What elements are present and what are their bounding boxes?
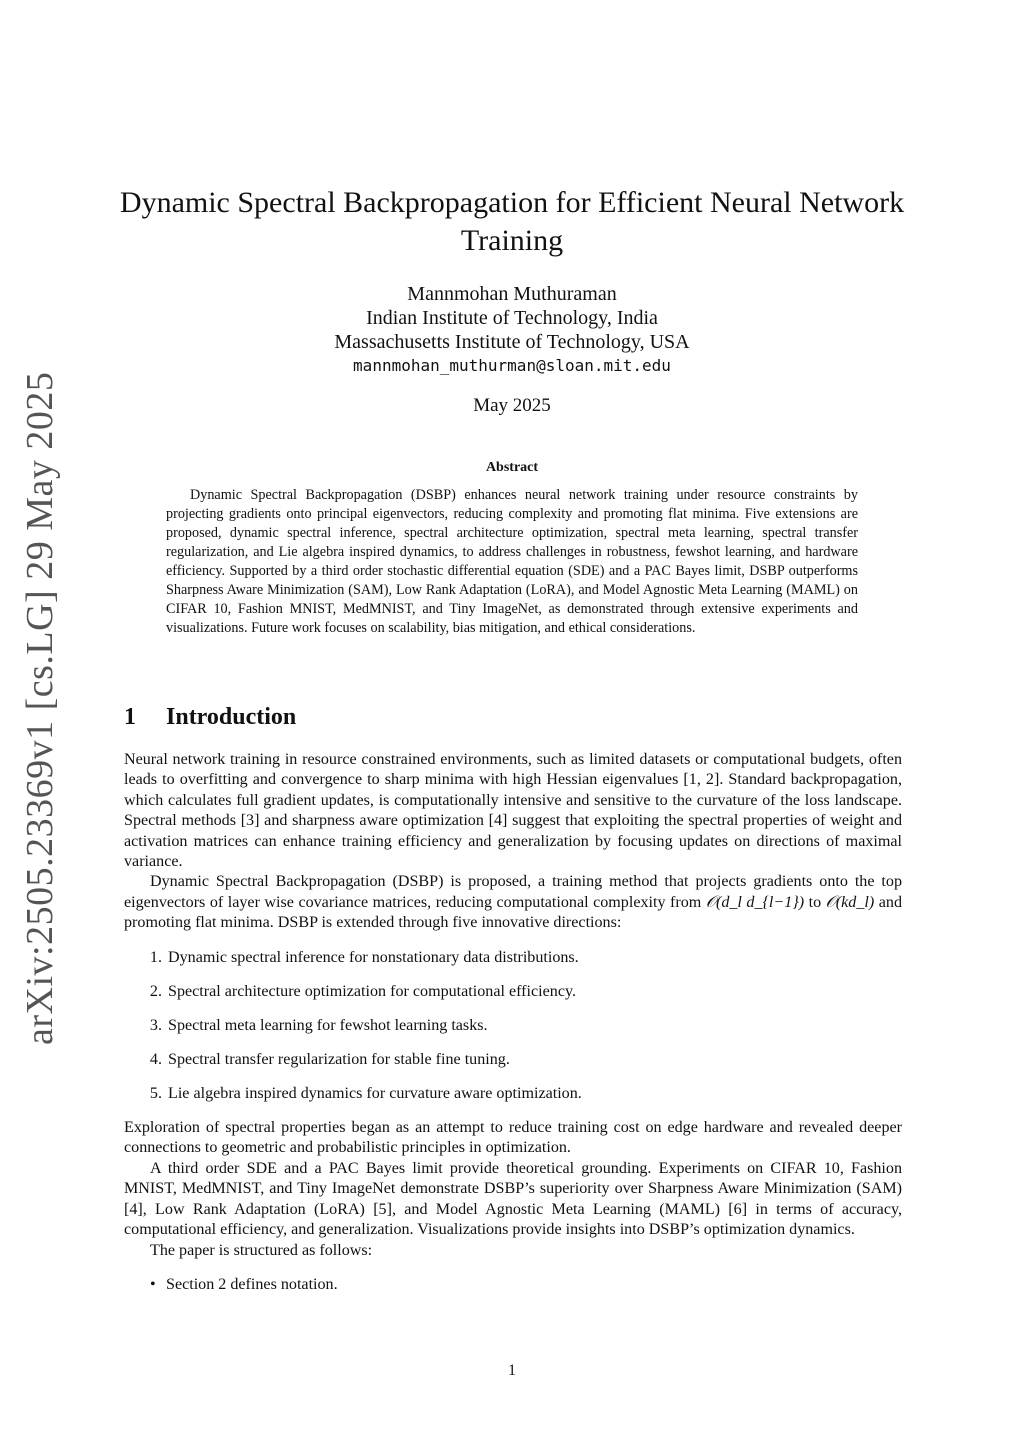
intro-paragraph-2-c: and promoting flat minima. DSBP is extended through five innovative directions: <box>124 893 902 932</box>
author-affiliation-2: Massachusetts Institute of Technology, USA <box>334 331 690 353</box>
section-heading <box>124 704 904 731</box>
list-item: 2. Spectral architecture optimization for computational efficiency. <box>166 982 902 1002</box>
list-item: 1. Dynamic spectral inference for nonstationary data distributions. <box>166 948 902 968</box>
structure-list <box>124 1275 902 1295</box>
intro-paragraph-5: The paper is structured as follows: <box>150 1241 373 1259</box>
arxiv-side-stamp: arXiv:2505.23369v1 [cs.LG] 29 May 2025 <box>19 371 61 1045</box>
author-block <box>110 282 914 378</box>
intro-paragraph-2-a: Dynamic Spectral Backpropagation (DSBP) is proposed, a training method that projects gradients onto the top eigenvectors of layer wise covariance matrices, reducing computational complexity from <box>124 873 902 911</box>
list-item-text: Section 2 defines notation. <box>166 1275 338 1293</box>
author-name: Mannmohan Muthuraman <box>407 283 617 305</box>
bullet-icon: • <box>150 1275 156 1293</box>
section-title: Introduction <box>166 704 297 730</box>
intro-paragraph-2 <box>124 872 902 933</box>
author-affiliation-1: Indian Institute of Technology, India <box>366 307 658 329</box>
abstract-text: Dynamic Spectral Backpropagation (DSBP) enhances neural network training under resource constraints by projecting gradients onto principal eigenvectors, reducing complexity and promoting flat minima. Five extensions are proposed, dynamic spectral inference, spectral architecture optimization, spectral meta learning, spectral transfer regularization, and Lie algebra inspired dynamics, to address challenges in robustness, fewshot learning, and hardware efficiency. Supported by a third order stochastic differential equation (SDE) and a PAC Bayes limit, DSBP outperforms Sharpness Aware Minimization (SAM), Low Rank Adaptation (LoRA), and Model Agnostic Meta Learning (MAML) on CIFAR 10, Fashion MNIST, MedMNIST, and Tiny ImageNet, as demonstrated through extensive experiments and visualizations. Future work focuses on scalability, bias mitigation, and ethical considerations. <box>166 487 858 636</box>
list-item <box>150 1275 902 1295</box>
list-item: 4. Spectral transfer regularization for stable fine tuning. <box>166 1050 902 1070</box>
complexity-full: 𝒪(d_l d_{l−1}) <box>705 893 805 911</box>
intro-paragraph-3: Exploration of spectral properties began as an attempt to reduce training cost on edge hardware and revealed deeper connections to geometric and probabilistic principles in optimization. <box>124 1119 902 1157</box>
directions-list <box>124 948 902 1104</box>
paper-title: Dynamic Spectral Backpropagation for Efficient Neural Network Training <box>119 186 905 257</box>
author-email: mannmohan_muthurman@sloan.mit.edu <box>353 356 671 375</box>
page-number: 1 <box>508 1362 516 1379</box>
intro-paragraph-4: A third order SDE and a PAC Bayes limit provide theoretical grounding. Experiments on CIFAR 10, Fashion MNIST, MedMNIST, and Tiny ImageNet demonstrate DSBP’s superiority over Sharpness Aware Minimization (SAM) [4], Low Rank Adaptation (LoRA) [5], and Model Agnostic Meta Learning (MAML) [6] in terms of accuracy, computational efficiency, and generalization. Visualizations provide insights into DSBP’s optimization dynamics. <box>124 1159 902 1239</box>
list-item: 5. Lie algebra inspired dynamics for curvature aware optimization. <box>166 1084 902 1104</box>
intro-paragraph-2-b: to <box>804 893 826 911</box>
intro-body <box>124 750 902 1295</box>
list-item: 3. Spectral meta learning for fewshot learning tasks. <box>166 1016 902 1036</box>
section-number: 1 <box>124 704 136 730</box>
paper-date: May 2025 <box>473 395 551 416</box>
abstract-heading: Abstract <box>485 460 539 475</box>
intro-paragraph-1: Neural network training in resource constrained environments, such as limited datasets or computational budgets, often leads to overfitting and convergence to sharp minima with high Hessian eigenvalues [1, 2]. Standard backpropagation, which calculates full gradient updates, is computationally intensive and sensitive to the curvature of the loss landscape. Spectral methods [3] and sharpness aware optimization [4] suggest that exploiting the spectral properties of weight and activation matrices can enhance training efficiency and generalization by focusing updates on directions of maximal variance. <box>124 751 902 871</box>
complexity-reduced: 𝒪(kd_l) <box>825 893 875 911</box>
